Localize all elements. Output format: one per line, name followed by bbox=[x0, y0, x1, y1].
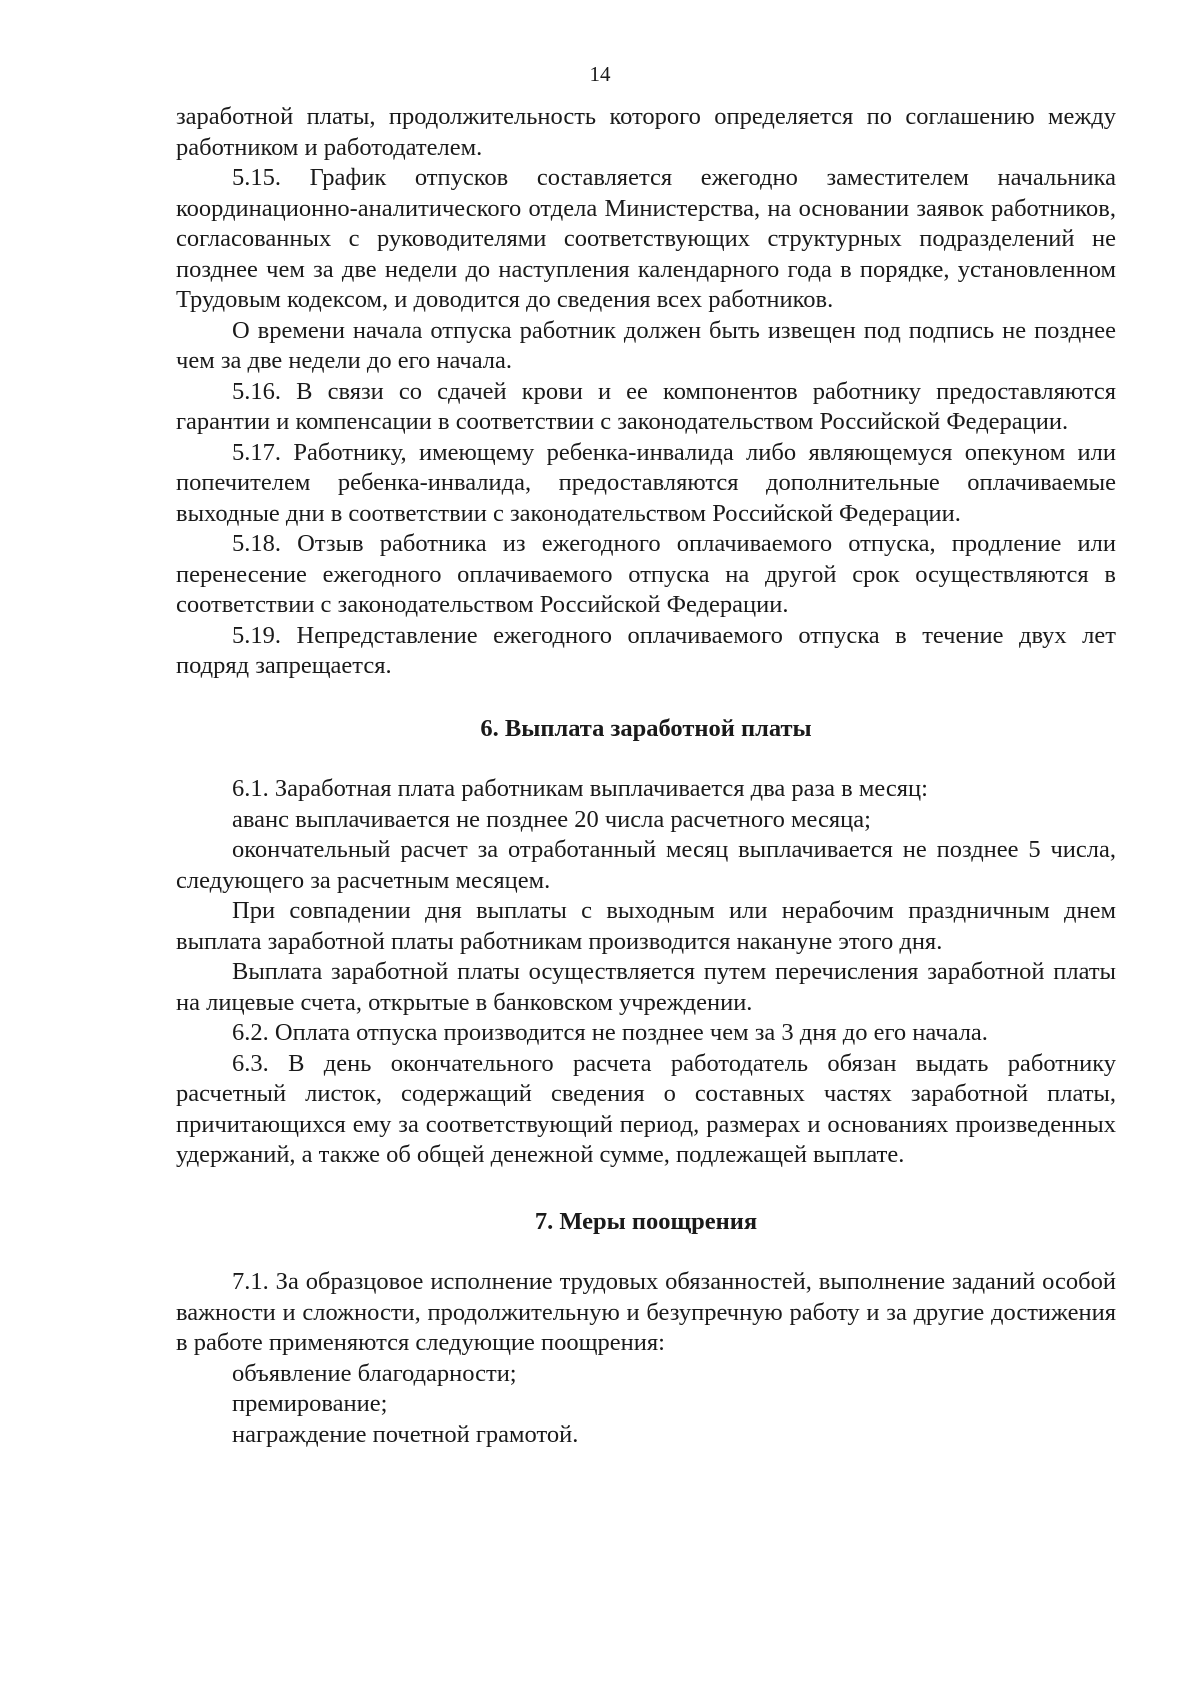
list-item-bonus: премирование; bbox=[232, 1390, 388, 1417]
section-6-heading: 6. Выплата заработной платы bbox=[480, 714, 812, 742]
document-body bbox=[176, 102, 1116, 1450]
paragraph-7-1: 7.1. За образцовое исполнение трудовых обязанностей, выполнение заданий особой важности и сложности, продолжительную и безупречную работу и за другие достижения в работе применяются следующие поощрения: bbox=[176, 1268, 1116, 1356]
paragraph-5-17: 5.17. Работнику, имеющему ребенка-инвалида либо являющемуся опекуном или попечителем ребенка-инвалида, предоставляются дополнительные оплачиваемые выходные дни в соответствии с законодательством Российской Федерации. bbox=[176, 438, 1116, 527]
list-item-gratitude: объявление благодарности; bbox=[232, 1359, 517, 1387]
paragraph-advance: аванс выплачивается не позднее 20 числа расчетного месяца; bbox=[232, 805, 871, 833]
paragraph-6-1: 6.1. Заработная плата работникам выплачивается два раза в месяц: bbox=[232, 775, 928, 802]
paragraph-bank-transfer: Выплата заработной платы осуществляется путем перечисления заработной платы на лицевые счета, открытые в банковском учреждении. bbox=[176, 958, 1116, 1016]
section-7-heading: 7. Меры поощрения bbox=[534, 1207, 758, 1235]
page-number: 14 bbox=[589, 62, 611, 86]
paragraph-5-16: 5.16. В связи со сдачей крови и ее компонентов работнику предоставляются гарантии и компенсации в соответствии с законодательством Российской Федерации. bbox=[176, 377, 1116, 435]
paragraph-holiday-payment: При совпадении дня выплаты с выходным или нерабочим праздничным днем выплата заработной платы работникам производится накануне этого дня. bbox=[176, 897, 1116, 955]
paragraph-6-2: 6.2. Оплата отпуска производится не позднее чем за 3 дня до его начала. bbox=[232, 1019, 988, 1046]
paragraph-5-19: 5.19. Непредставление ежегодного оплачиваемого отпуска в течение двух лет подряд запрещается. bbox=[176, 621, 1116, 679]
paragraph-final-settlement: окончательный расчет за отработанный месяц выплачивается не позднее 5 числа, следующего за расчетным месяцем. bbox=[176, 836, 1116, 894]
paragraph-5-18: 5.18. Отзыв работника из ежегодного оплачиваемого отпуска, продление или перенесение ежегодного оплачиваемого отпуска на другой срок осуществляются в соответствии с законодательством Российской Федерации. bbox=[176, 530, 1116, 618]
paragraph-vacation-notice: О времени начала отпуска работник должен быть извещен под подпись не позднее чем за две недели до его начала. bbox=[176, 316, 1116, 374]
paragraph-6-3: 6.3. В день окончательного расчета работодатель обязан выдать работнику расчетный листок, содержащий сведения о составных частях заработной платы, причитающихся ему за соответствующий период, размерах и основаниях произведенных удержаний, а также об общей денежной сумме, подлежащей выплате. bbox=[176, 1049, 1116, 1168]
list-item-certificate: награждение почетной грамотой. bbox=[232, 1420, 579, 1448]
paragraph-continuation: заработной платы, продолжительность которого определяется по соглашению между работником и работодателем. bbox=[176, 103, 1116, 161]
paragraph-5-15: 5.15. График отпусков составляется ежегодно заместителем начальника координационно-аналитического отдела Министерства, на основании заявок работников, согласованных с руководителями соответствующих структурных подразделений не позднее чем за две недели до наступления календарного года в порядке, установленном Трудовым кодексом, и доводится до сведения всех работников. bbox=[176, 164, 1116, 313]
